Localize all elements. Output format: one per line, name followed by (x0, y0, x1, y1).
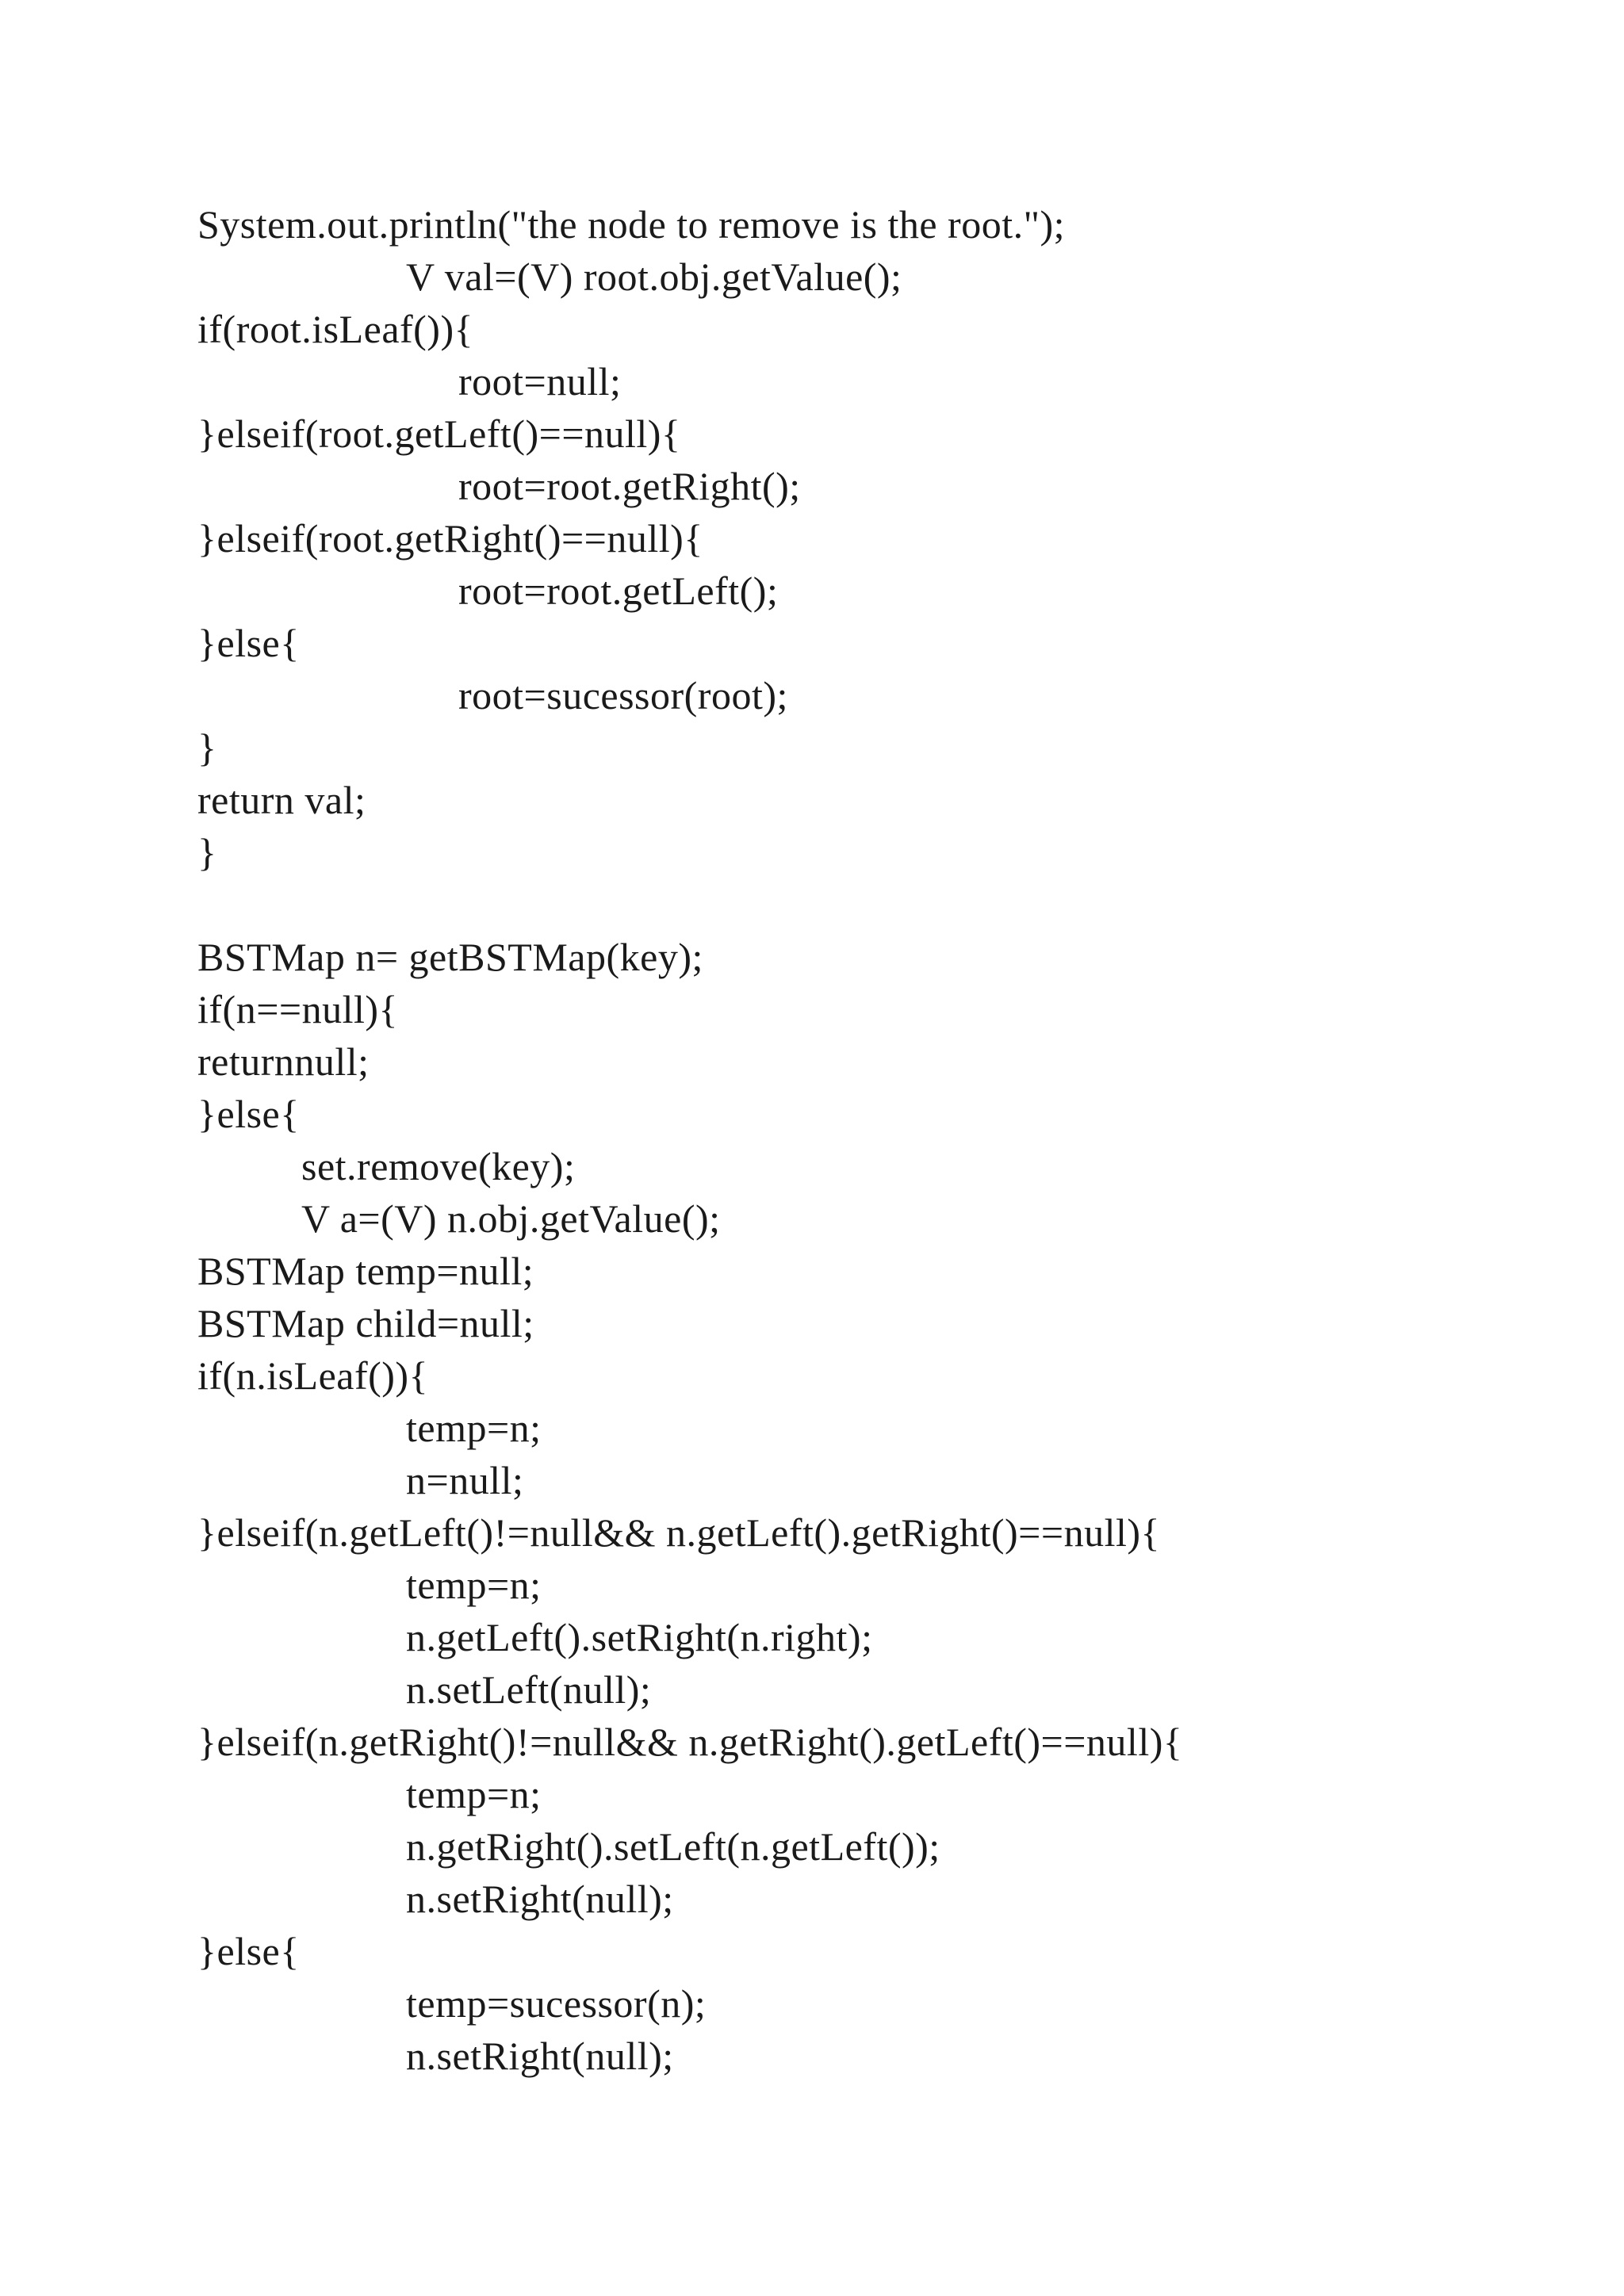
code-line: set.remove(key); (301, 1144, 576, 1188)
code-line: temp=n; (406, 1772, 542, 1816)
code-line: root=root.getLeft(); (458, 568, 779, 613)
code-line: if(n.isLeaf()){ (197, 1353, 429, 1398)
code-line: if(n==null){ (197, 987, 399, 1031)
code-line: } (197, 725, 217, 770)
code-line: return val; (197, 778, 366, 822)
code-line: temp=n; (406, 1563, 542, 1607)
code-line: root=sucessor(root); (458, 673, 788, 718)
code-line: System.out.println("the node to remove is the root."); (197, 202, 1066, 247)
code-line: }else{ (197, 1092, 300, 1136)
code-line: returnnull; (197, 1039, 370, 1084)
code-line: n.setRight(null); (406, 2034, 674, 2078)
code-line: root=root.getRight(); (458, 464, 801, 508)
code-line: BSTMap temp=null; (197, 1249, 534, 1293)
code-line: }else{ (197, 621, 300, 665)
code-line: BSTMap n= getBSTMap(key); (197, 935, 703, 979)
code-line: n.getRight().setLeft(n.getLeft()); (406, 1824, 940, 1869)
code-line: }elseif(root.getLeft()==null){ (197, 411, 681, 456)
code-line: V a=(V) n.obj.getValue(); (301, 1196, 721, 1241)
code-line: if(root.isLeaf()){ (197, 307, 474, 351)
code-line: temp=sucessor(n); (406, 1981, 707, 2026)
code-line: }elseif(root.getRight()==null){ (197, 516, 703, 561)
code-line: }elseif(n.getRight()!=null&& n.getRight().getLeft()==null){ (197, 1720, 1183, 1764)
code-line: }else{ (197, 1929, 300, 1973)
code-line: n=null; (406, 1458, 524, 1502)
code-line: root=null; (458, 359, 622, 404)
code-line: n.setLeft(null); (406, 1667, 652, 1712)
code-line: } (197, 830, 217, 874)
code-line: temp=n; (406, 1406, 542, 1450)
code-line: }elseif(n.getLeft()!=null&& n.getLeft().getRight()==null){ (197, 1510, 1161, 1555)
code-line: BSTMap child=null; (197, 1301, 534, 1345)
code-line: V val=(V) root.obj.getValue(); (406, 254, 902, 299)
code-line: n.setRight(null); (406, 1877, 674, 1921)
code-line: n.getLeft().setRight(n.right); (406, 1615, 873, 1659)
